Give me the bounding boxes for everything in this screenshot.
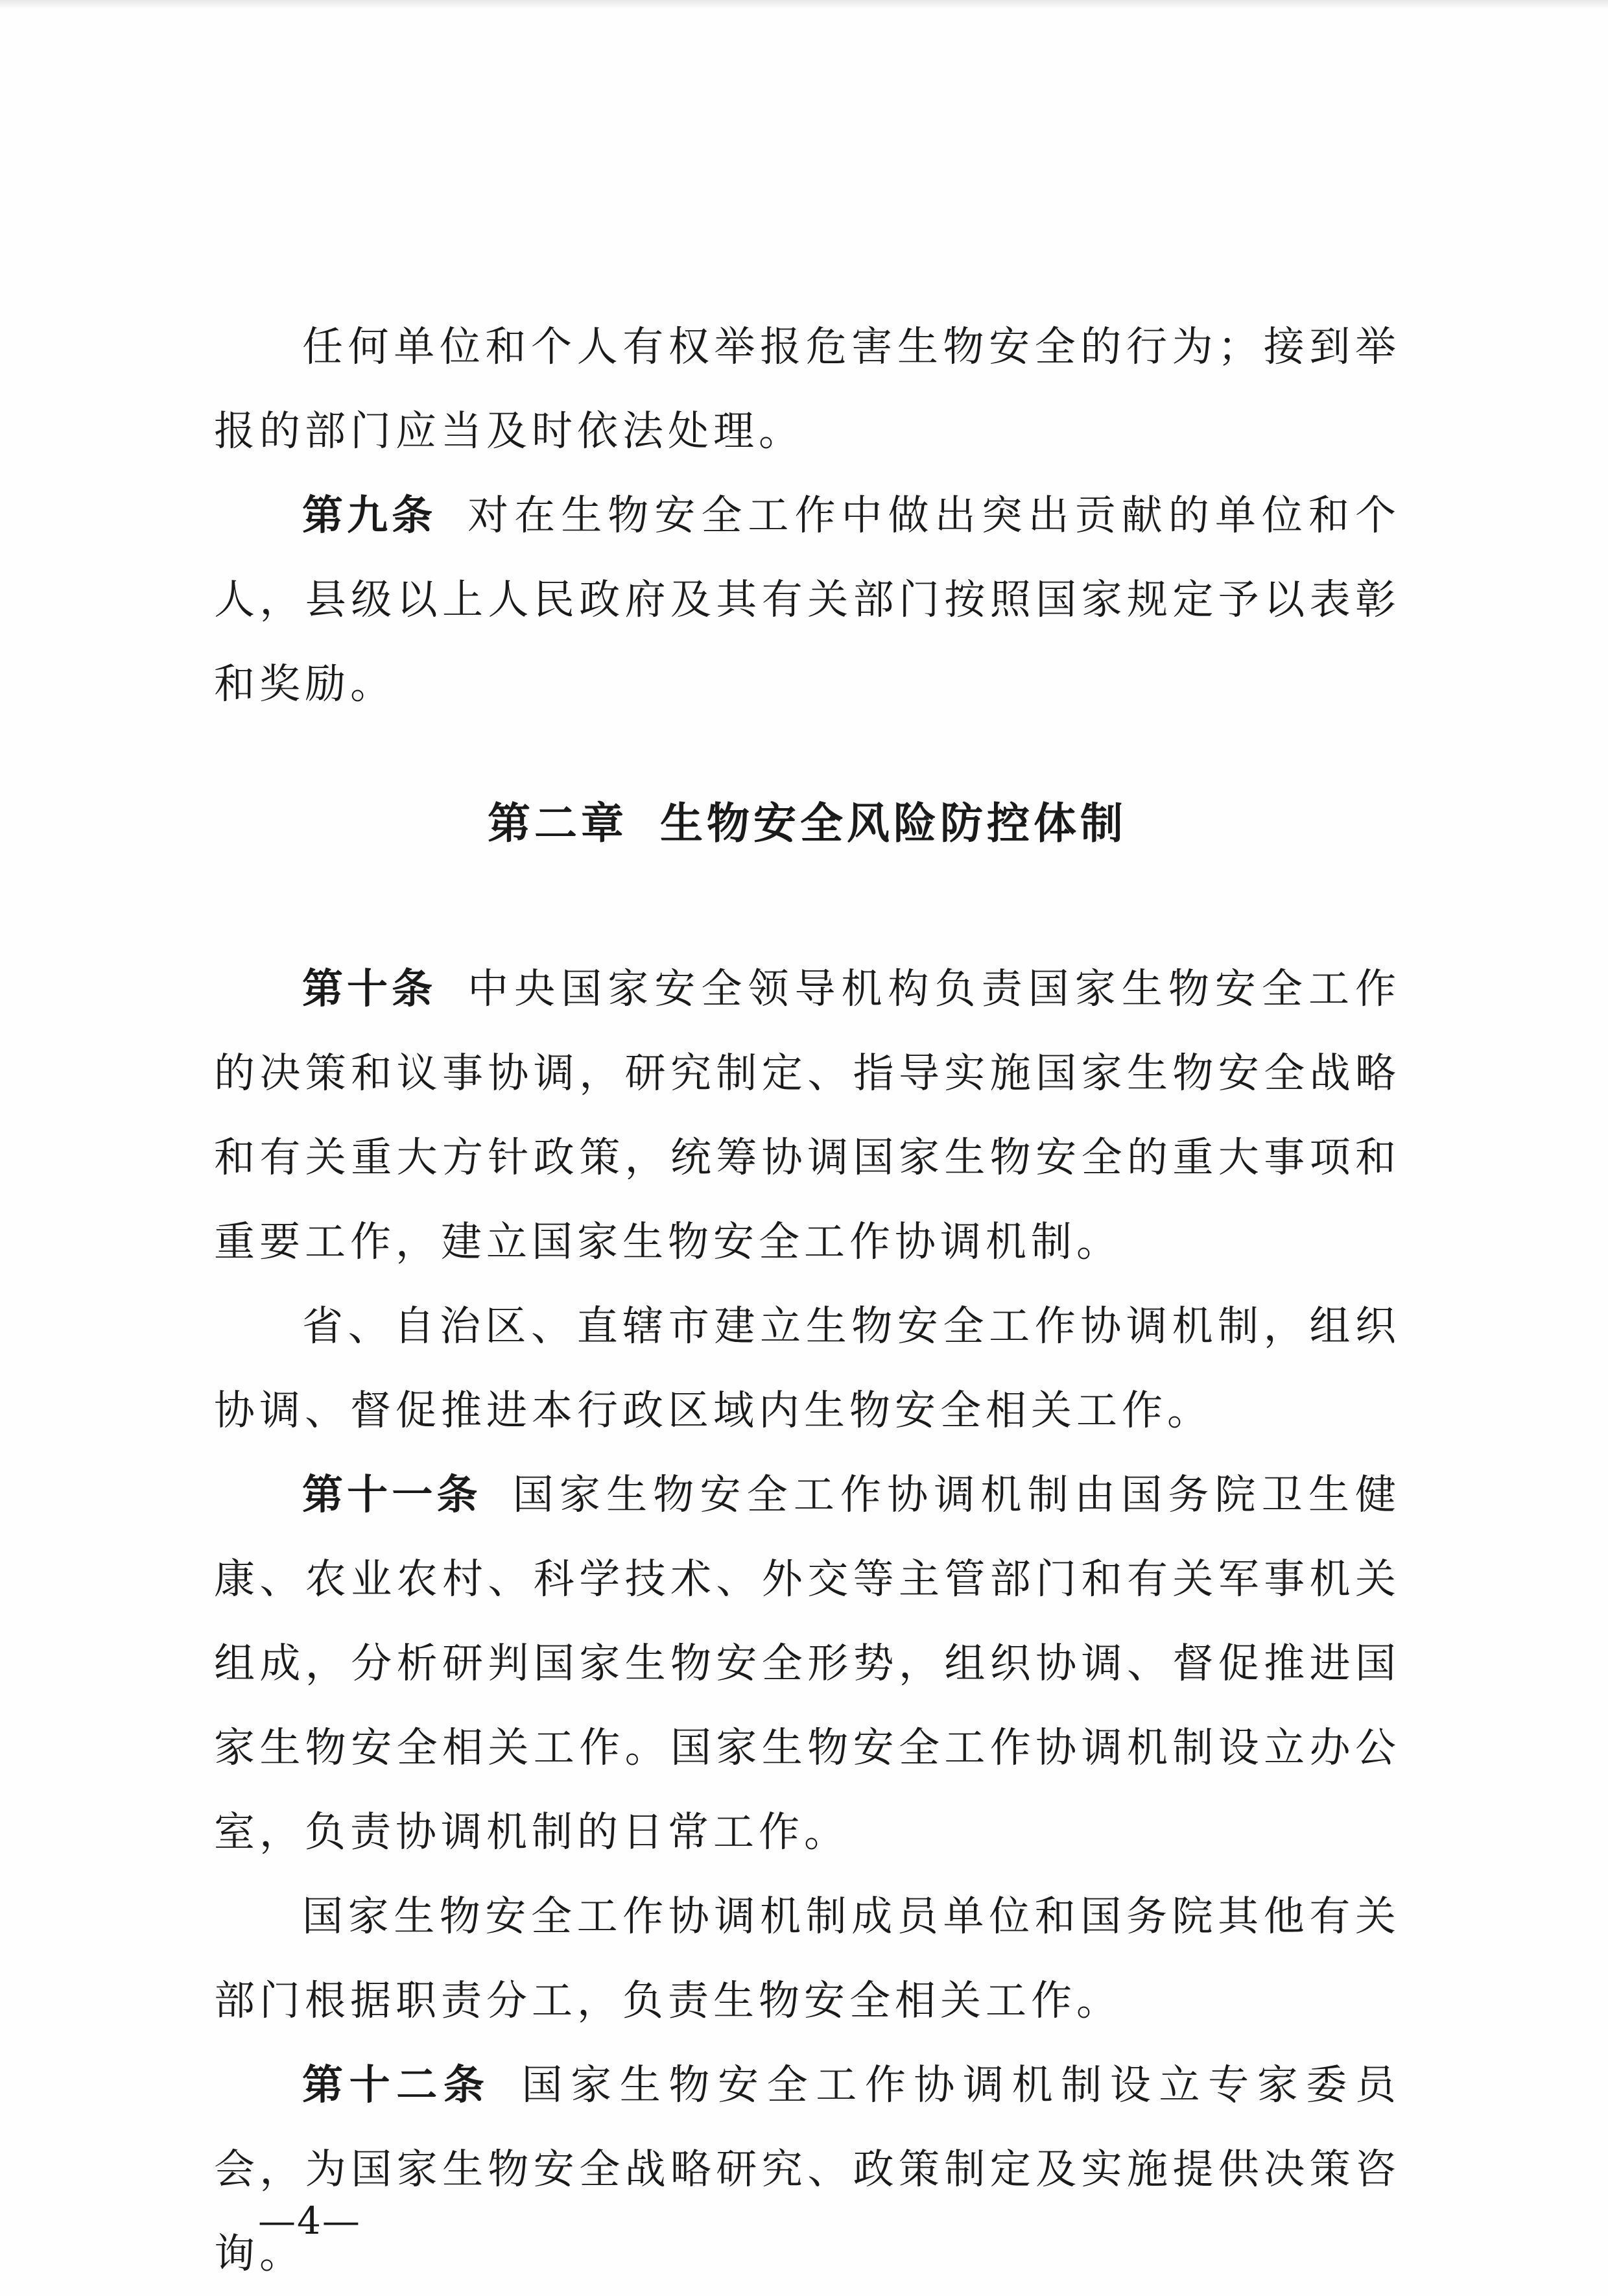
article-10: [214, 947, 1401, 1284]
article-text: 国家生物安全工作协调机制设立专家委员会，为国家生物安全战略研究、政策制定及实施提供决策咨询。: [214, 2061, 1401, 2277]
document-body: [214, 305, 1401, 2296]
chapter-number: 第二章: [488, 798, 628, 848]
article-text: 中央国家安全领导机构负责国家生物安全工作的决策和议事协调，研究制定、指导实施国家生物安全战略和有关重大方针政策，统筹协调国家生物安全的重大事项和重要工作，建立国家生物安全工作协调机制。: [214, 965, 1401, 1265]
article-9: [214, 473, 1401, 726]
page-number: —4—: [258, 2199, 361, 2243]
article-number: 第十条: [302, 965, 437, 1012]
article-text: 国家生物安全工作协调机制由国务院卫生健康、农业农村、科学技术、外交等主管部门和有关军事机关组成，分析研判国家生物安全形势，组织协调、督促推进国家生物安全相关工作。国家生物安全工作协调机制设立办公室，负责协调机制的日常工作。: [214, 1471, 1401, 1856]
article-12: [214, 2043, 1401, 2296]
article-text: 对在生物安全工作中做出突出贡献的单位和个人，县级以上人民政府及其有关部门按照国家规定予以表彰和奖励。: [214, 492, 1401, 708]
paragraph-text: 省、自治区、直辖市建立生物安全工作协调机制，组织协调、督促推进本行政区域内生物安全相关工作。: [214, 1302, 1401, 1434]
chapter-title: 生物安全风险防控体制: [660, 798, 1127, 848]
paragraph-text: 国家生物安全工作协调机制成员单位和国务院其他有关部门根据职责分工，负责生物安全相关工作。: [214, 1893, 1401, 2024]
paragraph-text: 任何单位和个人有权举报危害生物安全的行为；接到举报的部门应当及时依法处理。: [214, 323, 1401, 455]
article-number: 第十二条: [302, 2061, 491, 2109]
paragraph-report-right: [214, 305, 1401, 473]
article-11: [214, 1453, 1401, 1874]
paragraph-member-units: [214, 1874, 1401, 2043]
chapter-heading: [214, 798, 1401, 850]
paragraph-provincial-mechanism: [214, 1284, 1401, 1453]
article-number: 第十一条: [302, 1471, 482, 1518]
scan-edge-shadow: [0, 0, 1608, 9]
article-number: 第九条: [302, 492, 437, 539]
